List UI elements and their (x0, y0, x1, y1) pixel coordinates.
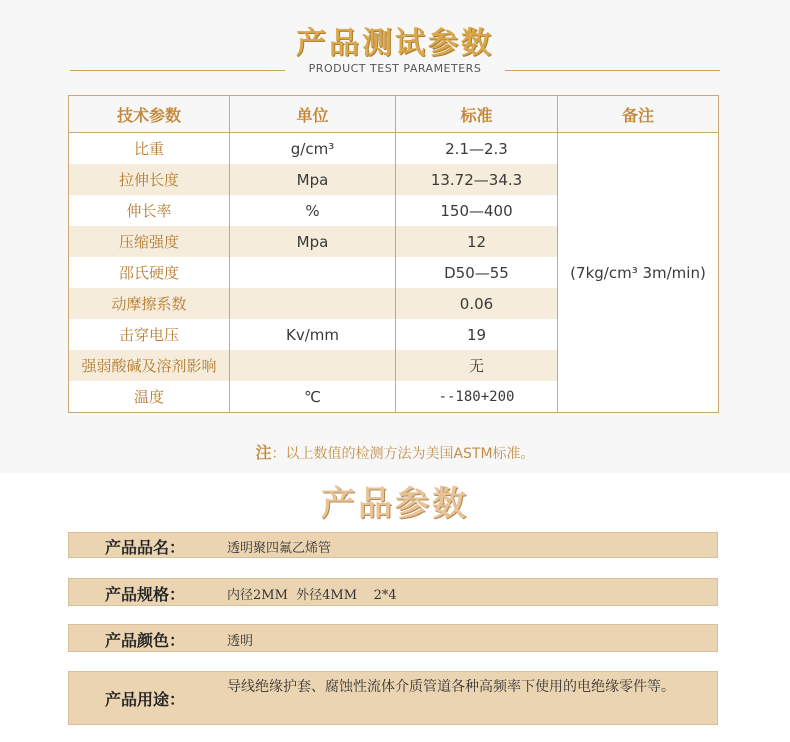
param-standard: 19 (396, 319, 558, 350)
param-unit: Mpa (230, 226, 396, 257)
param-standard: 150—400 (396, 195, 558, 226)
product-color-label: 产品颜色： (105, 631, 186, 650)
product-name-label: 产品品名： (105, 538, 186, 557)
param-name: 压缩强度 (69, 226, 230, 257)
subtitle-row (70, 62, 720, 78)
param-name: 强弱酸碱及溶剂影响 (69, 350, 230, 381)
param-unit: Mpa (230, 164, 396, 195)
product-color-value: 透明 (227, 634, 254, 649)
table-header-row (69, 96, 719, 133)
product-row-name (68, 532, 718, 558)
footnote-prefix: 注 (255, 443, 272, 462)
product-row-spec (68, 578, 718, 606)
test-section-subtitle: PRODUCT TEST PARAMETERS (308, 62, 482, 75)
param-standard: 12 (396, 226, 558, 257)
header-unit: 单位 (230, 96, 396, 133)
param-name: 拉伸长度 (69, 164, 230, 195)
product-usage-label: 产品用途： (105, 690, 186, 709)
product-row-color (68, 624, 718, 652)
param-unit: % (230, 195, 396, 226)
param-unit: Kv/mm (230, 319, 396, 350)
param-name: 动摩擦系数 (69, 288, 230, 319)
param-unit (230, 288, 396, 319)
product-row-usage (68, 671, 718, 725)
param-unit: ℃ (230, 381, 396, 413)
header-parameter: 技术参数 (69, 96, 230, 133)
param-standard: 2.1—2.3 (396, 133, 558, 165)
param-name: 伸长率 (69, 195, 230, 226)
param-standard: 无 (396, 350, 558, 381)
footnote-text: ：以上数值的检测方法为美国ASTM标准。 (271, 446, 535, 462)
test-section-title: 产品测试参数 (296, 26, 494, 61)
param-unit (230, 257, 396, 288)
param-name: 邵氏硬度 (69, 257, 230, 288)
product-spec-value: 内径2MM 外径4MM 2*4 (227, 588, 397, 603)
param-name: 比重 (69, 133, 230, 165)
footnote (0, 440, 790, 463)
param-note: (7kg/cm³ 3m/min) (558, 133, 719, 413)
param-unit: g/cm³ (230, 133, 396, 165)
test-parameters-table (68, 95, 719, 413)
param-standard: 0.06 (396, 288, 558, 319)
param-name: 击穿电压 (69, 319, 230, 350)
product-section-title: 产品参数 (321, 484, 469, 524)
header-standard: 标准 (396, 96, 558, 133)
product-name-value: 透明聚四氟乙烯管 (227, 541, 332, 556)
param-standard: --180+200 (396, 381, 558, 413)
param-unit (230, 350, 396, 381)
param-standard: 13.72—34.3 (396, 164, 558, 195)
divider-right (505, 70, 720, 71)
param-standard: D50—55 (396, 257, 558, 288)
product-usage-value: 导线绝缘护套、腐蚀性流体介质管道各种高频率下使用的电绝缘零件等。 (227, 679, 675, 695)
header-note: 备注 (558, 96, 719, 133)
table-row (69, 133, 719, 165)
product-spec-label: 产品规格： (105, 585, 186, 604)
param-name: 温度 (69, 381, 230, 413)
